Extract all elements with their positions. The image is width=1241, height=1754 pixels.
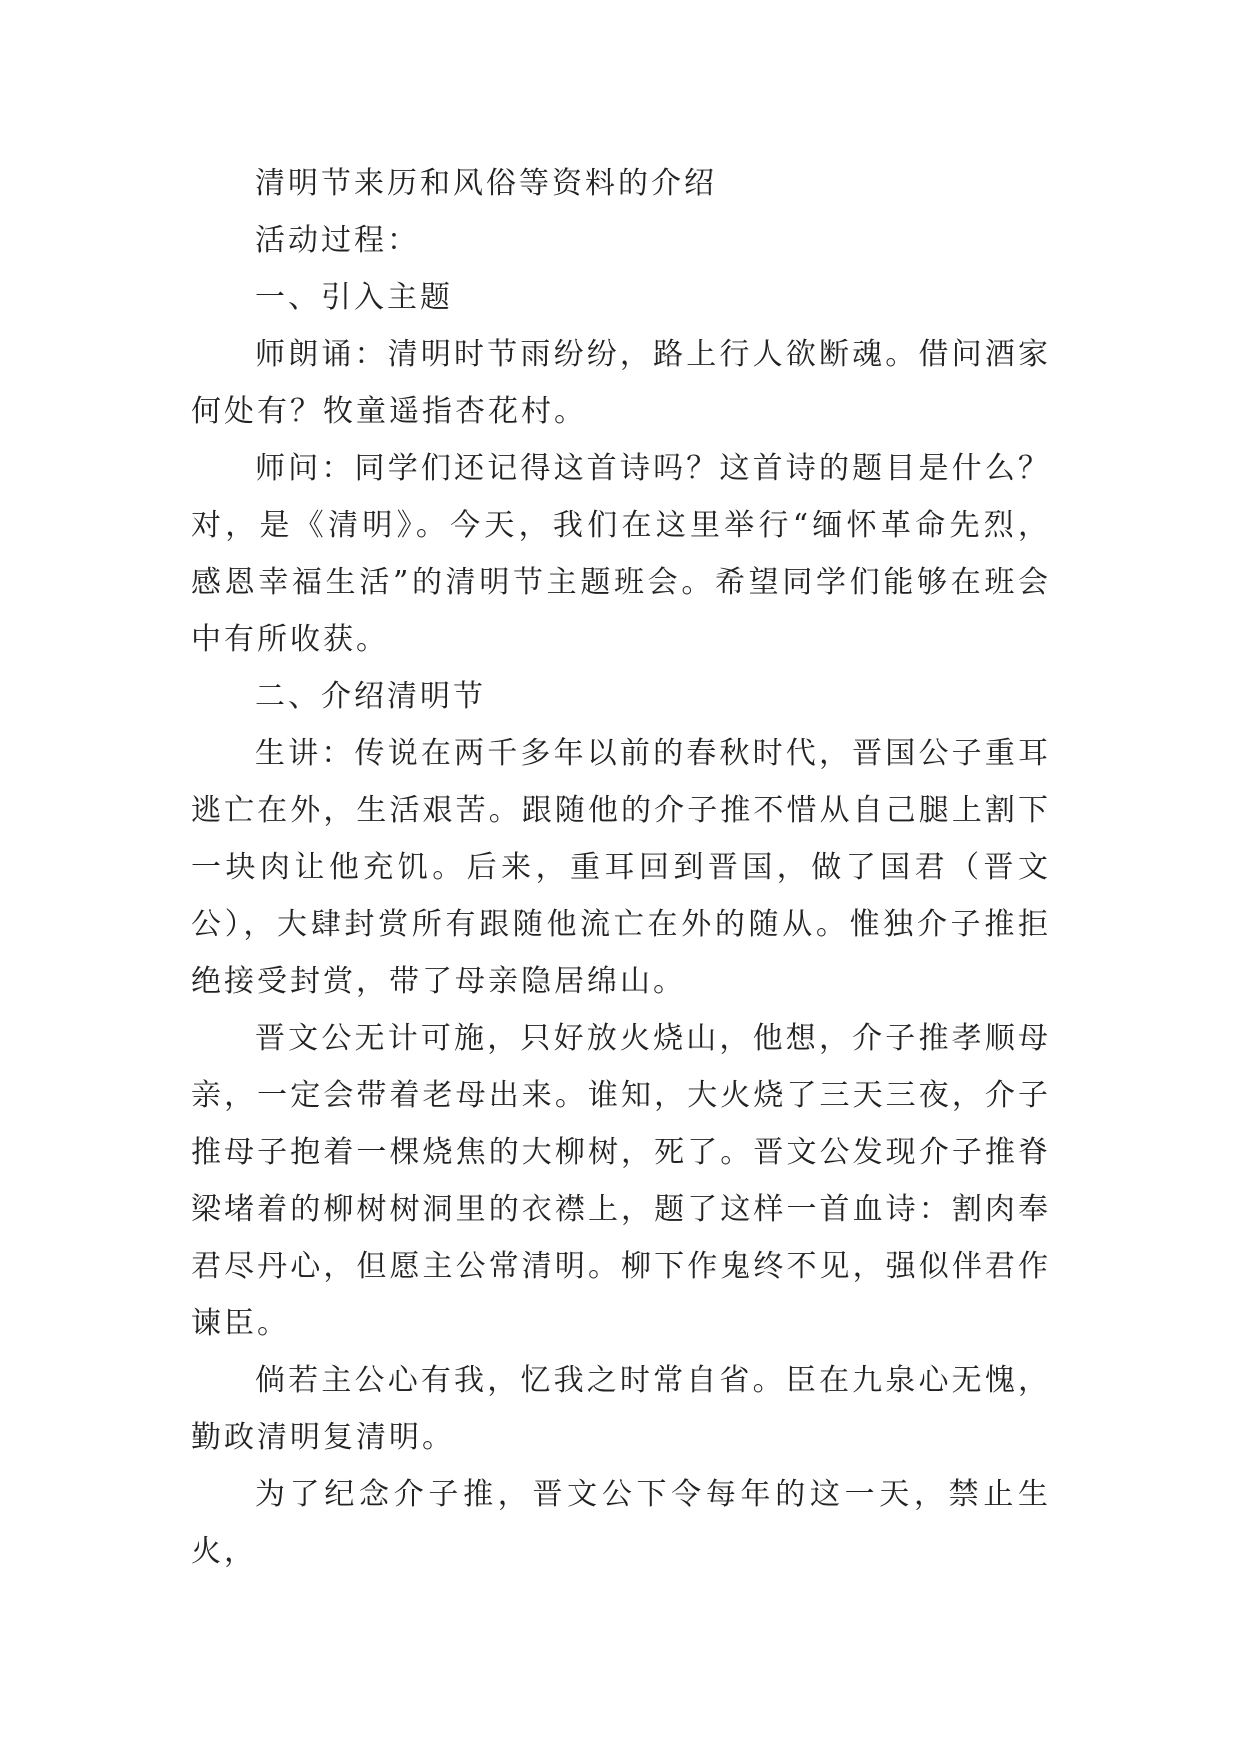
heading-introduce-theme: 一、引入主题 [255,280,453,315]
paragraph-commemoration: 为了纪念介子推，晋文公下令每年的这一天，禁止生火， [191,1477,1051,1569]
paragraph-teacher-question: 师问：同学们还记得这首诗吗？这首诗的题目是什么？对，是《清明》。今天，我们在这里举行“缅怀革命先烈，感恩幸福生活”的清明节主题班会。希望同学们能够在班会中有所收获。 [191,451,1051,657]
paragraph-teacher-recite: 师朗诵：清明时节雨纷纷，路上行人欲断魂。借问酒家何处有？牧童遥指杏花村。 [191,337,1051,429]
paragraph-student-story: 生讲：传说在两千多年以前的春秋时代，晋国公子重耳逃亡在外，生活艰苦。跟随他的介子推不惜从自己腿上割下一块肉让他充饥。后来，重耳回到晋国，做了国君（晋文公），大肆封赏所有跟随他流亡在外的随从。惟独介子推拒绝接受封赏，带了母亲隐居绵山。 [191,736,1051,999]
paragraph-activity-process: 活动过程： [255,223,420,258]
paragraph-poem-continued: 倘若主公心有我，忆我之时常自省。臣在九泉心无愧，勤政清明复清明。 [191,1363,1051,1455]
document-body [191,155,1051,1580]
paragraph-materials: 清明节来历和风俗等资料的介绍 [255,166,717,201]
paragraph-burning-mountain: 晋文公无计可施，只好放火烧山，他想，介子推孝顺母亲，一定会带着老母出来。谁知，大火烧了三天三夜，介子推母子抱着一棵烧焦的大柳树，死了。晋文公发现介子推脊梁堵着的柳树树洞里的衣襟上，题了这样一首血诗：割肉奉君尽丹心，但愿主公常清明。柳下作鬼终不见，强似伴君作谏臣。 [191,1021,1051,1341]
heading-introduce-qingming: 二、介绍清明节 [255,679,486,714]
